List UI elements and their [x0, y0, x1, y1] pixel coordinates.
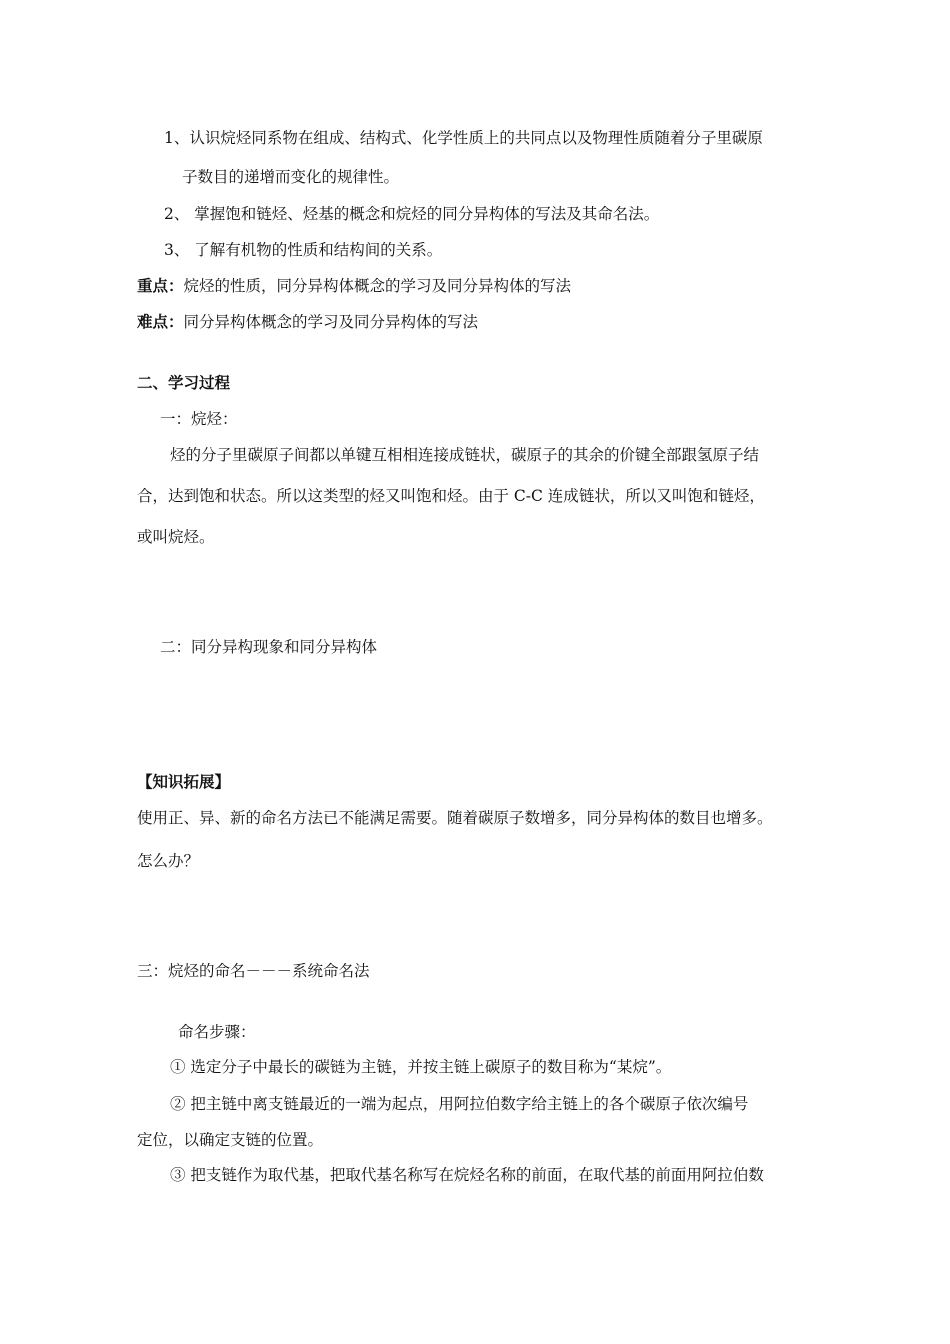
difficult-point-text: 同分异构体概念的学习及同分异构体的写法 [183, 313, 479, 331]
difficult-point-label: 难点： [137, 312, 184, 331]
naming-heading: 三：烷烃的命名－－－系统命名法 [137, 962, 370, 980]
naming-step-3: ③ 把支链作为取代基，把取代基名称写在烷烃名称的前面，在取代基的前面用阿拉伯数 [170, 1166, 764, 1184]
key-point [137, 276, 571, 296]
naming-steps-label: 命名步骤： [178, 1023, 256, 1041]
key-point-text: 烷烃的性质，同分异构体概念的学习及同分异构体的写法 [183, 277, 572, 295]
key-point-label: 重点： [137, 276, 184, 295]
extension-line-2: 怎么办？ [137, 852, 200, 870]
objective-2: 2、 掌握饱和链烃、烃基的概念和烷烃的同分异构体的写法及其命名法。 [164, 205, 660, 223]
alkane-paragraph-line-1: 烃的分子里碳原子间都以单键互相相连接成链状，碳原子的其余的价键全部跟氢原子结 [170, 446, 760, 464]
naming-step-1: ① 选定分子中最长的碳链为主链，并按主链上碳原子的数目称为“某烷”。 [170, 1058, 672, 1076]
naming-step-2: ② 把主链中离支链最近的一端为起点，用阿拉伯数字给主链上的各个碳原子依次编号 [170, 1095, 749, 1113]
extension-heading: 【知识拓展】 [137, 772, 231, 791]
alkane-heading: 一：烷烃： [160, 410, 238, 428]
objective-1: 1、认识烷烃同系物在组成、结构式、化学性质上的共同点以及物理性质随着分子里碳原 [164, 129, 763, 147]
extension-line-1: 使用正、异、新的命名方法已不能满足需要。随着碳原子数增多，同分异构体的数目也增多。 [137, 809, 773, 827]
objective-1-continued: 子数目的递增而变化的规律性。 [182, 168, 400, 186]
alkane-paragraph-line-3: 或叫烷烃。 [137, 528, 215, 546]
section-heading-learning-process: 二、学习过程 [137, 373, 231, 392]
alkane-paragraph-line-2: 合，达到饱和状态。所以这类型的烃又叫饱和烃。由于 C-C 连成链状，所以又叫饱和链烃， [137, 487, 765, 505]
difficult-point [137, 312, 478, 332]
isomer-heading: 二：同分异构现象和同分异构体 [160, 638, 378, 656]
objective-3: 3、 了解有机物的性质和结构间的关系。 [164, 241, 443, 259]
naming-step-2-continued: 定位，以确定支链的位置。 [137, 1131, 324, 1149]
